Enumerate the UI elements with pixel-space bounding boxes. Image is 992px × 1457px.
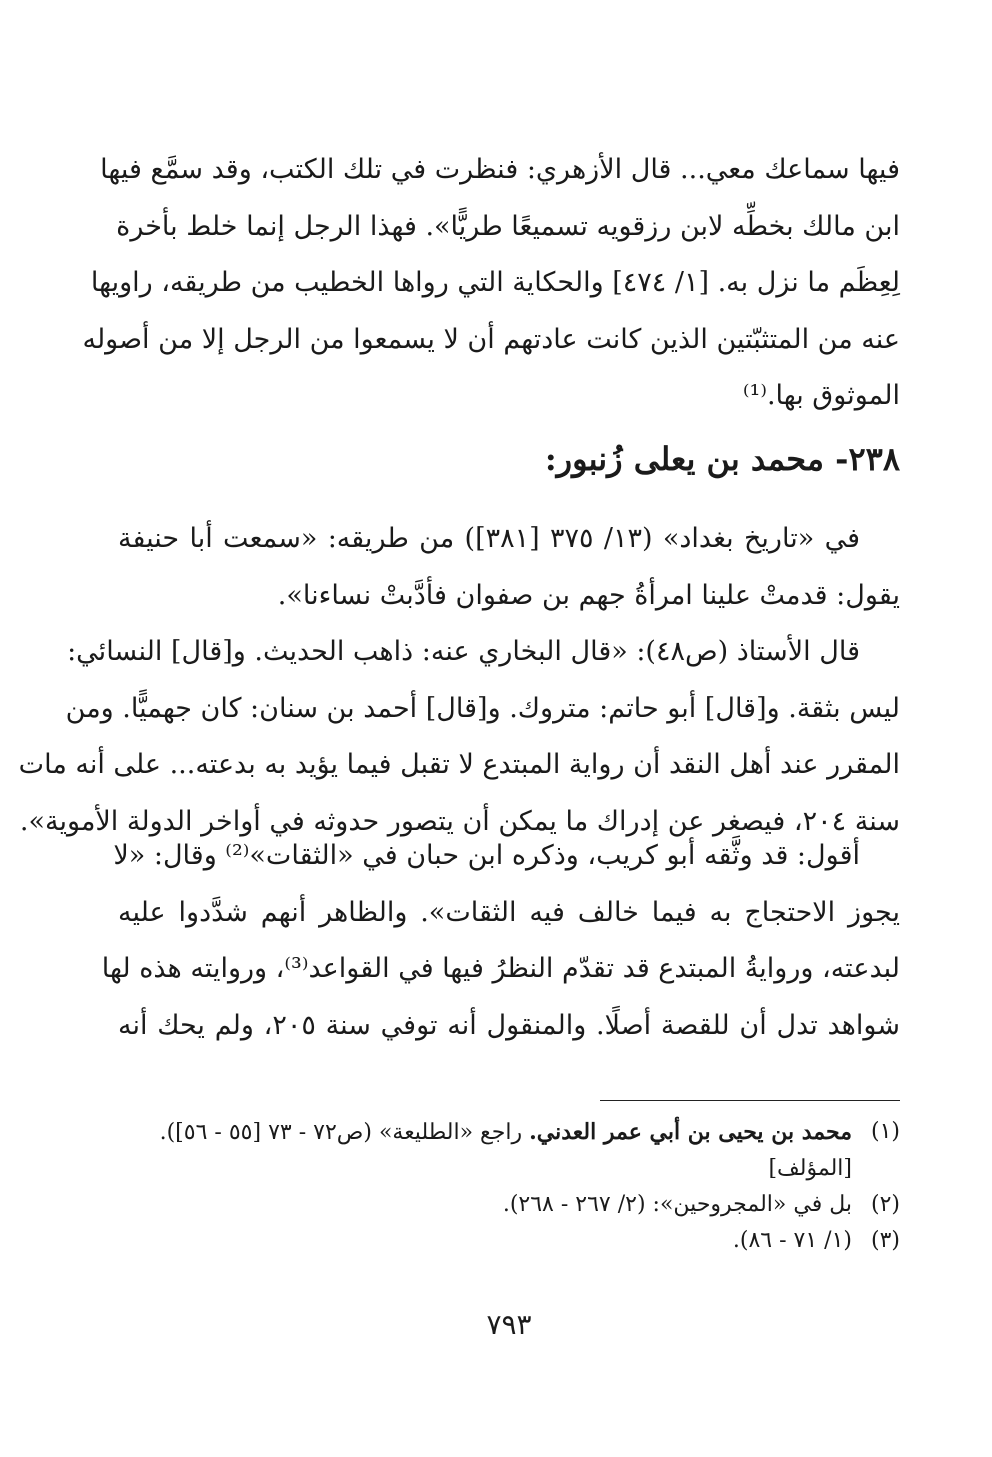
text-line: ابن مالك بخطِّه لابن رزقويه تسميعًا طريًّا». فهذا الرجل إنما خلط بأخرة [116,210,900,242]
footnote-item [118,1114,900,1187]
entry-heading: ٢٣٨- محمد بن يعلى زُنبور: [544,440,900,478]
text-line: سنة ٢٠٤، فيصغر عن إدراك ما يمكن أن يتصور حدوثه في أواخر الدولة الأموية». [19,805,900,837]
text-line: ليس بثقة. و[قال] أبو حاتم: متروك. و[قال] أحمد بن سنان: كان جهميًّا. ومن [65,692,900,724]
text-line: شواهد تدل أن للقصة أصلًا. والمنقول أنه توفي سنة ٢٠٥، ولم يحك أنه [118,1009,900,1041]
text-line: المقرر عند أهل النقد أن رواية المبتدع لا تقبل فيما يؤيد به بدعته... على أنه مات [18,749,900,780]
text-line: قال الأستاذ (ص٤٨): «قال البخاري عنه: ذاهب الحديث. و[قال] النسائي: [67,636,860,667]
footnote-item [118,1223,900,1259]
page-number: ٧٩٣ [486,1308,532,1341]
text-line: يقول: قدمتْ علينا امرأةُ جهم بن صفوان فأدَّبتْ نساءنا». [277,579,900,611]
footnote-author-mark: [المؤلف] [768,1156,852,1181]
footnote-rest-text: راجع «الطليعة» (ص٧٢ - ٧٣ [٥٥ - ٥٦]). [159,1120,530,1145]
footnote-text: (١/ ٧١ - ٨٦). [732,1228,852,1253]
footnote-number: (١) [870,1119,900,1144]
paragraph-source [118,511,900,624]
text-line: الموثوق بها.⁽¹⁾ [742,380,900,411]
text-line: فيها سماعك معي... قال الأزهري: فنظرت في تلك الكتب، وقد سمَّع فيها [100,154,900,185]
text-line: عنه من المتثبّتين الذين كانت عادتهم أن لا يسمعوا من الرجل إلا من أصوله [82,323,900,355]
footnote-number: (٣) [870,1228,900,1253]
paragraph-continuation [82,142,900,425]
footnote-number: (٢) [870,1192,900,1217]
footnote-bold-text: محمد بن يحيى بن أبي عمر العدني. [529,1119,852,1145]
text-line: أقول: قد وثَّقه أبو كريب، وذكره ابن حبان في «الثقات»⁽²⁾ وقال: «لا [113,840,860,871]
footnote-text [118,1114,852,1187]
footnote-divider [600,1100,900,1101]
paragraph-response [101,828,900,1054]
text-line: لبدعته، وروايةُ المبتدع قد تقدّم النظرُ فيها في القواعد⁽³⁾، وروايته هذه لها [101,953,900,984]
paragraph-ustadh-quote [18,624,900,850]
footnotes [118,1114,900,1259]
text-line: في «تاريخ بغداد» (١٣/ ٣٧٥ [٣٨١]) من طريقه: «سمعت أبا حنيفة [118,523,860,554]
footnote-text: بل في «المجروحين»: (٢/ ٢٦٧ - ٢٦٨). [502,1192,852,1217]
text-line: يجوز الاحتجاج به فيما خالف فيه الثقات». والظاهر أنهم شدَّدوا عليه [118,896,900,928]
footnote-item [118,1187,900,1223]
text-line: لِعِظَم ما نزل به. [١/ ٤٧٤] والحكاية التي رواها الخطيب من طريقه، راويها [90,267,900,298]
book-page [18,142,900,1341]
